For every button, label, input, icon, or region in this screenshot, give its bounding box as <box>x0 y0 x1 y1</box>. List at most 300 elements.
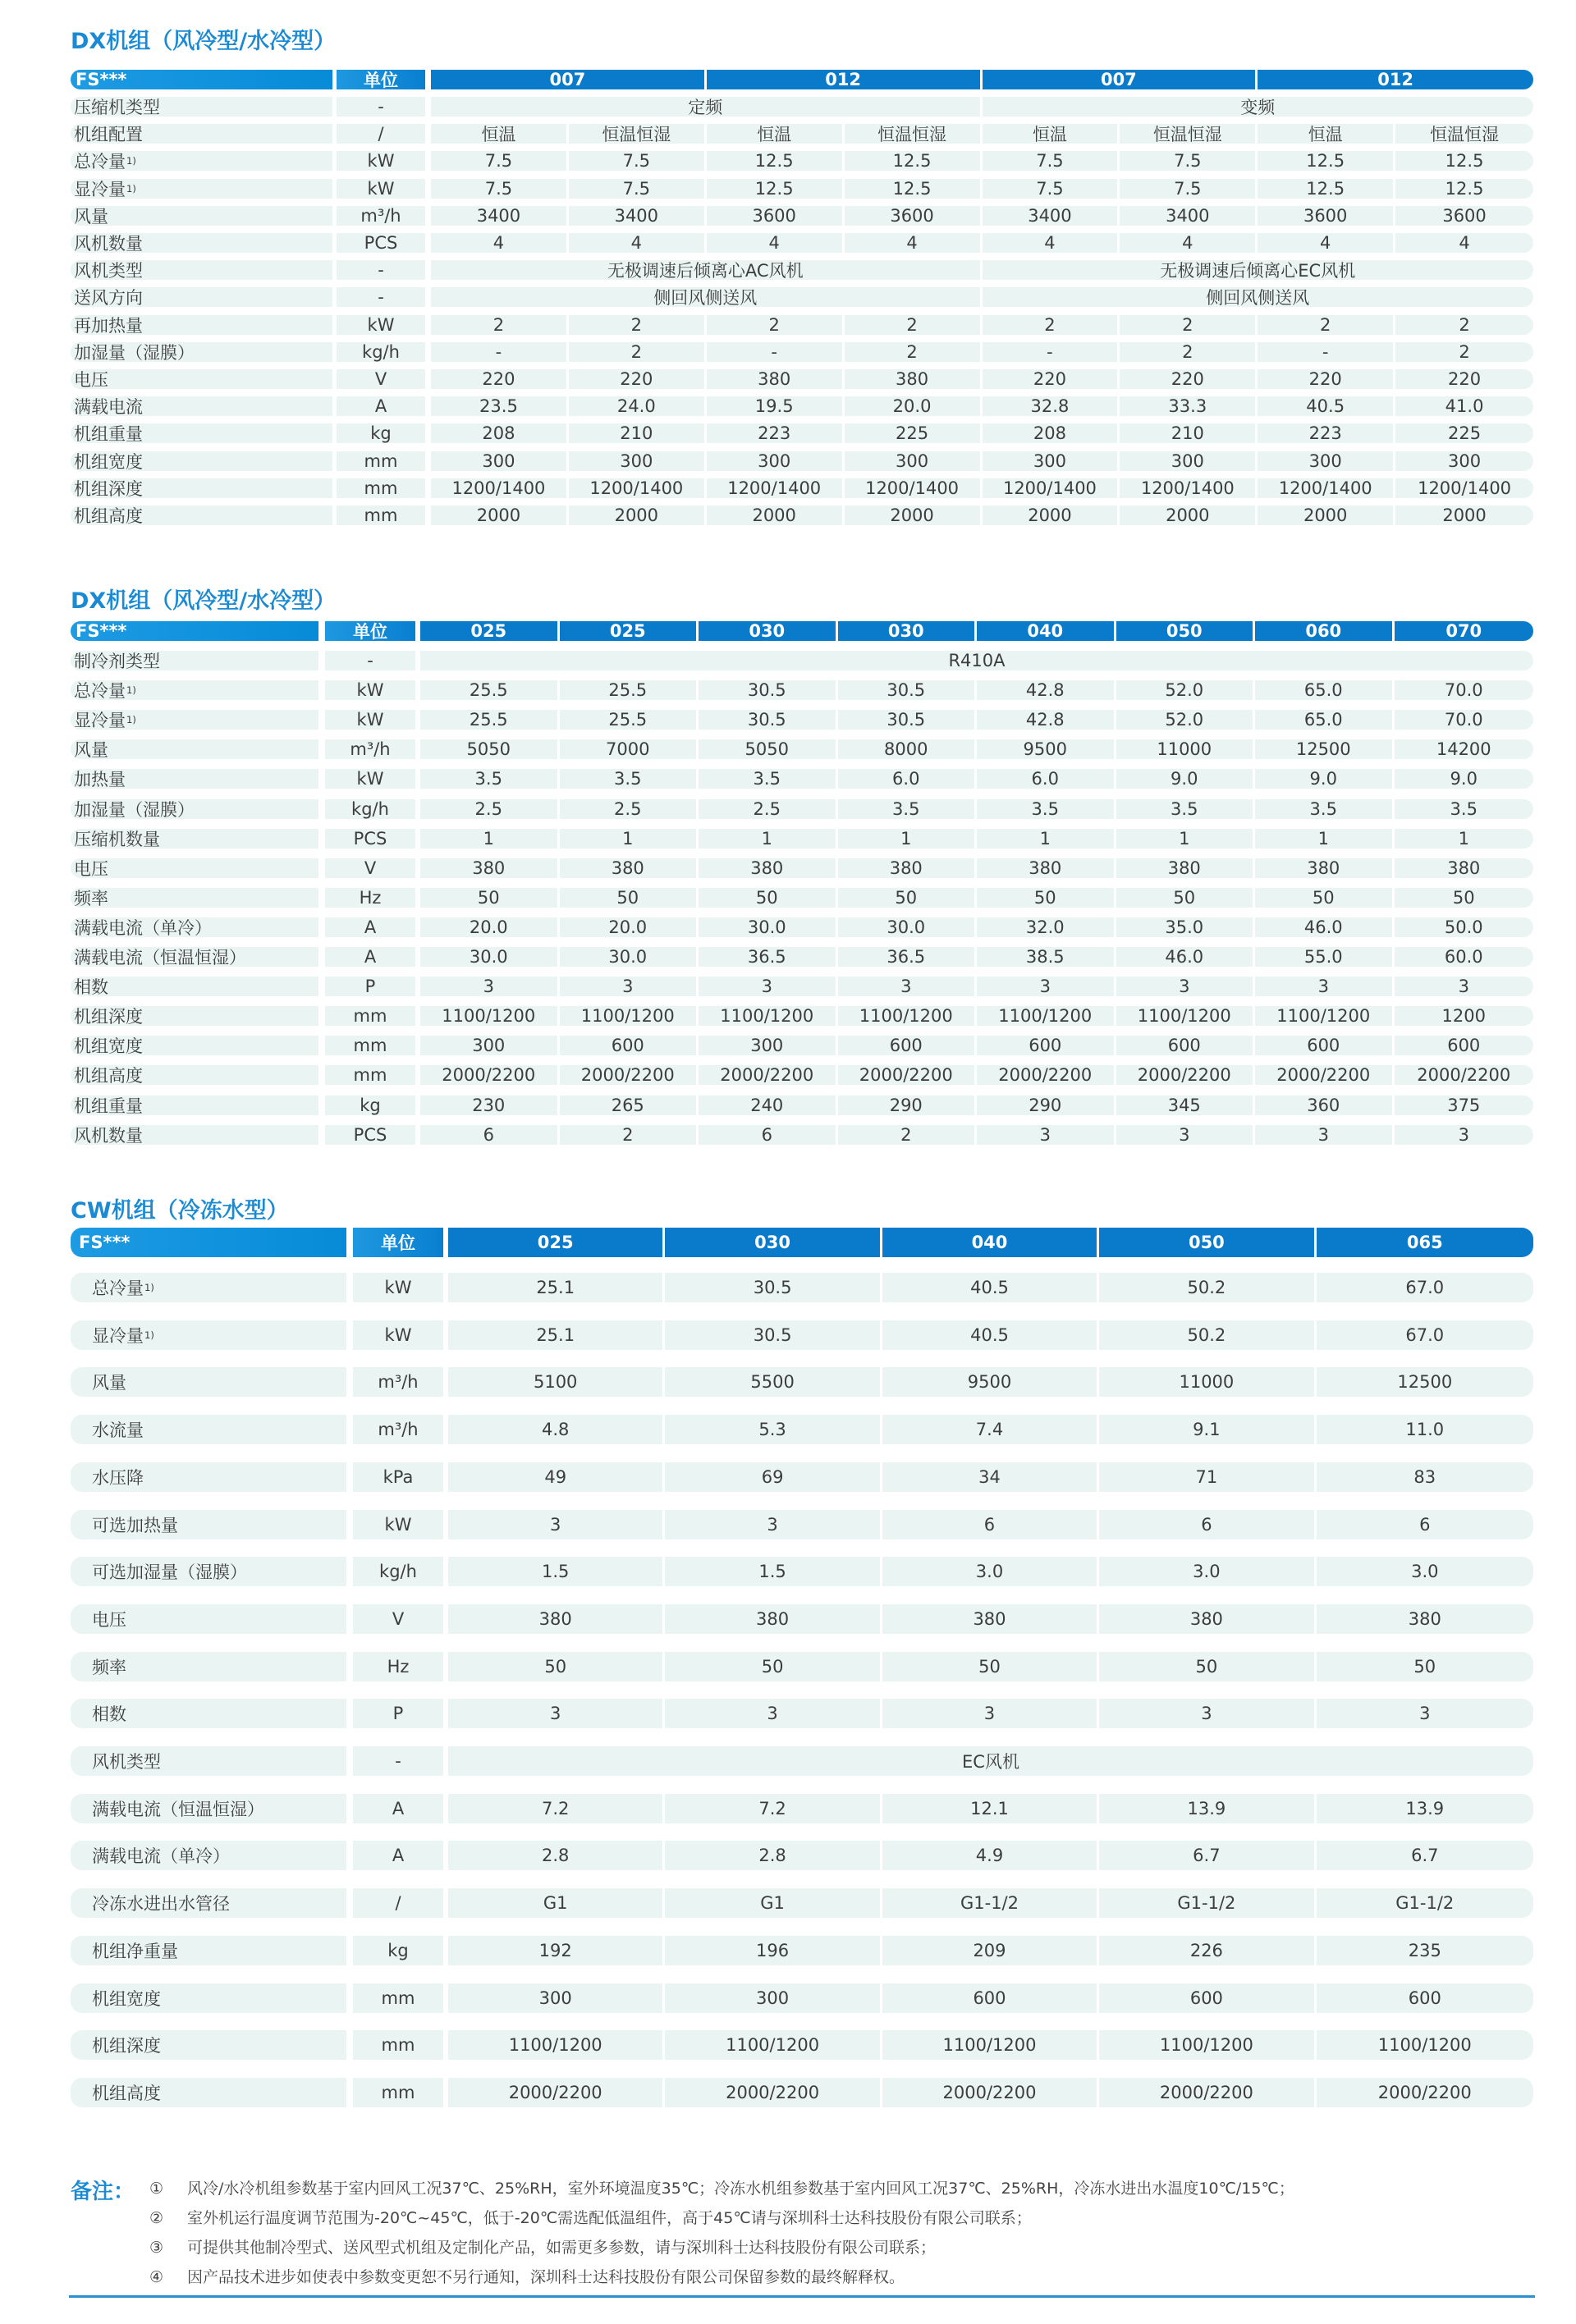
header-model-column: 025 <box>560 621 697 641</box>
row-value: 3 <box>448 1510 662 1539</box>
row-label-text: 可选加湿量（湿膜） <box>92 1562 247 1582</box>
row-value: 19.5 <box>707 396 842 416</box>
table-row <box>71 1983 1533 2013</box>
header-model-column: 030 <box>699 621 836 641</box>
row-value: 300 <box>420 1036 557 1055</box>
row-value: 恒温 <box>1258 124 1393 144</box>
row-label <box>71 342 332 362</box>
row-value: 300 <box>983 451 1118 471</box>
row-label-text: 机组宽度 <box>74 1036 143 1055</box>
row-unit: / <box>337 124 425 144</box>
table-row <box>71 423 1533 443</box>
row-value: 32.8 <box>983 396 1118 416</box>
row-value: 50 <box>882 1652 1097 1681</box>
table-row <box>71 1273 1533 1302</box>
table-row <box>71 1699 1533 1728</box>
row-value: 6 <box>420 1125 557 1145</box>
row-value: 2000 <box>1258 506 1393 525</box>
row-label <box>71 1006 318 1026</box>
header-model-column: 030 <box>665 1228 879 1257</box>
header-unit-cell: 单位 <box>325 621 415 641</box>
row-value: 83 <box>1317 1462 1533 1492</box>
row-label-text: 总冷量 <box>74 152 126 171</box>
row-value: 40.5 <box>1258 396 1393 416</box>
row-label-text: 机组高度 <box>74 1066 143 1085</box>
row-value: 2.8 <box>665 1841 879 1870</box>
row-value: 1100/1200 <box>560 1006 697 1026</box>
row-unit: Hz <box>353 1652 443 1681</box>
row-value: 600 <box>1099 1983 1313 2013</box>
row-value: 23.5 <box>431 396 566 416</box>
row-label <box>71 396 332 416</box>
row-label <box>71 1320 346 1350</box>
table-row <box>71 233 1533 253</box>
row-unit: PCS <box>325 1125 415 1145</box>
row-value: 3400 <box>1120 206 1255 226</box>
footnote-marker: 1) <box>126 684 136 696</box>
row-unit: mm <box>325 1006 415 1026</box>
row-value: 50.2 <box>1099 1273 1313 1302</box>
row-label-text: 满载电流 <box>74 397 143 416</box>
row-label <box>71 506 332 525</box>
row-value: 2 <box>1120 315 1255 335</box>
row-value: 2 <box>838 1125 975 1145</box>
row-value: 3 <box>1116 1125 1253 1145</box>
row-label <box>71 1794 346 1823</box>
row-label <box>71 423 332 443</box>
row-label <box>71 1888 346 1918</box>
row-unit: A <box>325 947 415 967</box>
row-value: 5500 <box>665 1367 879 1397</box>
row-label-text: 再加热量 <box>74 316 143 335</box>
row-value: 600 <box>1395 1036 1534 1055</box>
table-row <box>71 97 1533 117</box>
row-value: 2.5 <box>699 799 836 819</box>
table-row <box>71 858 1533 878</box>
row-value: 7.4 <box>882 1415 1097 1444</box>
row-value: 4 <box>431 233 566 253</box>
row-value: 3 <box>1255 977 1392 996</box>
row-value: 67.0 <box>1317 1273 1533 1302</box>
table-row <box>71 1320 1533 1350</box>
row-value: 2000 <box>707 506 842 525</box>
row-value: 20.0 <box>845 396 980 416</box>
row-label <box>71 369 332 389</box>
row-label-text: 电压 <box>92 1610 126 1630</box>
row-value: 1100/1200 <box>420 1006 557 1026</box>
row-label <box>71 1510 346 1539</box>
row-unit: kW <box>337 151 425 171</box>
row-label <box>71 917 318 937</box>
row-unit: PCS <box>337 233 425 253</box>
row-merged-value: 侧回风侧送风 <box>983 287 1534 307</box>
row-value: G1 <box>665 1888 879 1918</box>
row-label <box>71 124 332 144</box>
row-unit: - <box>353 1746 443 1776</box>
row-value: 3 <box>977 1125 1114 1145</box>
header-model-group: 007 <box>431 70 704 89</box>
row-value: 600 <box>977 1036 1114 1055</box>
row-value: 50 <box>560 888 697 908</box>
row-unit: mm <box>353 2030 443 2060</box>
table-row <box>71 710 1533 730</box>
footnote-marker: 1) <box>144 1282 154 1293</box>
header-model-cell: FS*** <box>71 621 318 641</box>
row-value: 3400 <box>431 206 566 226</box>
row-value: 4 <box>983 233 1118 253</box>
row-label-text: 加湿量（湿膜） <box>74 800 195 819</box>
row-value: 1100/1200 <box>1099 2030 1313 2060</box>
row-value: 1 <box>1395 829 1534 849</box>
row-value: 11.0 <box>1317 1415 1533 1444</box>
row-value: 65.0 <box>1255 710 1392 730</box>
row-unit: kW <box>353 1510 443 1539</box>
footnote-marker: 1) <box>126 714 136 725</box>
row-value: 3 <box>448 1699 662 1728</box>
row-value: 1200/1400 <box>431 478 566 498</box>
row-value: 300 <box>1395 451 1533 471</box>
row-value: 290 <box>977 1096 1114 1115</box>
row-unit: A <box>325 917 415 937</box>
row-value: - <box>431 342 566 362</box>
row-value: 50 <box>1317 1652 1533 1681</box>
row-value: 50 <box>1099 1652 1313 1681</box>
table-row <box>71 1652 1533 1681</box>
row-value: 380 <box>1317 1604 1533 1634</box>
row-label-text: 频率 <box>74 889 108 908</box>
row-unit: - <box>337 287 425 307</box>
row-value: 4.9 <box>882 1841 1097 1870</box>
note-item-1 <box>149 2176 1294 2198</box>
row-unit: / <box>353 1888 443 1918</box>
row-value: 50 <box>1116 888 1253 908</box>
row-value: 3 <box>699 977 836 996</box>
row-value: 600 <box>560 1036 697 1055</box>
row-value: 42.8 <box>977 710 1114 730</box>
row-value: 3600 <box>707 206 842 226</box>
header-model-group: 007 <box>983 70 1256 89</box>
row-value: 32.0 <box>977 917 1114 937</box>
row-value: 30.5 <box>699 710 836 730</box>
row-value: 25.5 <box>420 710 557 730</box>
row-label <box>71 1273 346 1302</box>
row-value: 2 <box>431 315 566 335</box>
row-value: 3.5 <box>1255 799 1392 819</box>
footnote-marker: 1) <box>144 1329 154 1341</box>
row-label <box>71 829 318 849</box>
row-label-text: 机组深度 <box>74 479 143 498</box>
table-row <box>71 977 1533 996</box>
row-value: 7.5 <box>431 179 566 199</box>
row-value: 12.5 <box>845 151 980 171</box>
row-value: 恒温 <box>983 124 1118 144</box>
row-value: 25.1 <box>448 1320 662 1350</box>
row-value: 2.5 <box>420 799 557 819</box>
table-row <box>71 769 1533 789</box>
footnote-marker: 1) <box>126 155 136 167</box>
note-text: 可提供其他制冷型式、送风型式机组及定制化产品，如需更多参数，请与深圳科士达科技股份有限公司联系； <box>187 2239 937 2257</box>
row-label-text: 风量 <box>74 207 108 226</box>
row-value: 9.0 <box>1116 769 1253 789</box>
header-unit-cell: 单位 <box>353 1228 443 1257</box>
row-label-text: 满载电流（恒温恒湿） <box>92 1800 264 1819</box>
row-value: 380 <box>699 858 836 878</box>
row-label-text: 机组深度 <box>74 1007 143 1026</box>
row-value: 600 <box>1317 1983 1533 2013</box>
table-row <box>71 1936 1533 1965</box>
row-value: 1100/1200 <box>665 2030 879 2060</box>
row-label-text: 电压 <box>74 370 108 389</box>
row-value: 24.0 <box>569 396 704 416</box>
table-row <box>71 260 1533 280</box>
row-value: 34 <box>882 1462 1097 1492</box>
table-row <box>71 179 1533 199</box>
row-value: 300 <box>1258 451 1393 471</box>
row-value: 12500 <box>1317 1367 1533 1397</box>
table-row <box>71 315 1533 335</box>
row-value: 1200/1400 <box>1395 478 1533 498</box>
row-unit: kW <box>337 179 425 199</box>
table-row <box>71 917 1533 937</box>
row-label-text: 机组高度 <box>74 506 143 525</box>
row-value: 290 <box>838 1096 975 1115</box>
row-unit: V <box>353 1604 443 1634</box>
table-row <box>71 739 1533 759</box>
row-value: 300 <box>569 451 704 471</box>
row-value: 70.0 <box>1395 680 1534 700</box>
row-value: 380 <box>665 1604 879 1634</box>
table-row <box>71 287 1533 307</box>
row-value: G1-1/2 <box>1317 1888 1533 1918</box>
row-label <box>71 888 318 908</box>
row-value: 2000/2200 <box>977 1065 1114 1085</box>
table-row <box>71 1006 1533 1026</box>
row-value: 225 <box>845 423 980 443</box>
row-value: 3.5 <box>1116 799 1253 819</box>
row-value: 50 <box>1395 888 1534 908</box>
row-value: 3 <box>560 977 697 996</box>
row-value: 380 <box>420 858 557 878</box>
row-value: 20.0 <box>560 917 697 937</box>
row-value: 7.5 <box>431 151 566 171</box>
row-value: 5.3 <box>665 1415 879 1444</box>
row-value: 1100/1200 <box>977 1006 1114 1026</box>
row-value: 69 <box>665 1462 879 1492</box>
row-value: 220 <box>983 369 1118 389</box>
row-value: 1100/1200 <box>1116 1006 1253 1026</box>
row-value: 9500 <box>882 1367 1097 1397</box>
row-unit: - <box>325 651 415 670</box>
row-value: 12500 <box>1255 739 1392 759</box>
row-value: 7.5 <box>569 179 704 199</box>
row-value: 11000 <box>1116 739 1253 759</box>
row-value: 3 <box>1395 1125 1534 1145</box>
row-value: 380 <box>977 858 1114 878</box>
row-value: 3.5 <box>977 799 1114 819</box>
row-label <box>71 1036 318 1055</box>
table-row <box>71 451 1533 471</box>
note-text: 风冷/水冷机组参数基于室内回风工况37℃、25%RH，室外环境温度35℃；冷冻水机组参数基于室内回风工况37℃、25%RH，冷冻水进出水温度10℃/15℃； <box>187 2180 1294 2198</box>
row-value: 12.5 <box>707 151 842 171</box>
row-unit: kg <box>353 1936 443 1965</box>
row-value: 恒温恒湿 <box>845 124 980 144</box>
row-value: 12.1 <box>882 1794 1097 1823</box>
row-value: 65.0 <box>1255 680 1392 700</box>
row-value: 恒温 <box>431 124 566 144</box>
header-model-cell: FS*** <box>71 1228 346 1257</box>
row-value: 30.0 <box>420 947 557 967</box>
row-merged-value: 无极调速后倾离心EC风机 <box>983 260 1534 280</box>
row-value: 380 <box>838 858 975 878</box>
row-value: 9.1 <box>1099 1415 1313 1444</box>
row-value: 3.0 <box>882 1557 1097 1586</box>
row-unit: Hz <box>325 888 415 908</box>
row-value: 3.0 <box>1317 1557 1533 1586</box>
row-value: 2 <box>1395 315 1533 335</box>
row-label <box>71 287 332 307</box>
row-value: 36.5 <box>838 947 975 967</box>
footnote-marker: 1) <box>126 183 136 194</box>
row-unit: kW <box>325 769 415 789</box>
row-label-text: 电压 <box>74 859 108 878</box>
row-value: 12.5 <box>707 179 842 199</box>
row-value: 1100/1200 <box>838 1006 975 1026</box>
row-value: 2 <box>569 315 704 335</box>
table-row <box>71 799 1533 819</box>
table-row <box>71 1125 1533 1145</box>
row-value: 4 <box>707 233 842 253</box>
row-value: 9500 <box>977 739 1114 759</box>
row-merged-value: EC风机 <box>448 1746 1533 1776</box>
row-unit: m³/h <box>353 1367 443 1397</box>
row-value: 1 <box>560 829 697 849</box>
row-unit: kW <box>353 1273 443 1302</box>
row-value: 7000 <box>560 739 697 759</box>
row-value: 50 <box>448 1652 662 1681</box>
table-row <box>71 1557 1533 1586</box>
row-value: 600 <box>1116 1036 1253 1055</box>
row-value: 2000 <box>1395 506 1533 525</box>
row-value: 2000/2200 <box>448 2078 662 2107</box>
row-value: 2000 <box>569 506 704 525</box>
table-row <box>71 1367 1533 1397</box>
row-value: 375 <box>1395 1096 1534 1115</box>
row-value: 25.5 <box>560 710 697 730</box>
row-label-text: 满载电流（单冷） <box>74 918 212 937</box>
row-value: 12.5 <box>845 179 980 199</box>
row-value: 1200/1400 <box>569 478 704 498</box>
row-unit: m³/h <box>337 206 425 226</box>
row-value: 265 <box>560 1096 697 1115</box>
row-value: 345 <box>1116 1096 1253 1115</box>
row-label-text: 压缩机类型 <box>74 98 160 117</box>
row-value: 4.8 <box>448 1415 662 1444</box>
row-unit: mm <box>337 451 425 471</box>
header-model-cell: FS*** <box>71 70 332 89</box>
row-value: 3600 <box>845 206 980 226</box>
row-value: 50.2 <box>1099 1320 1313 1350</box>
row-value: 50 <box>977 888 1114 908</box>
row-label-text: 总冷量 <box>92 1279 144 1298</box>
row-value: 12.5 <box>1395 179 1533 199</box>
row-value: 50 <box>665 1652 879 1681</box>
row-label-text: 相数 <box>92 1704 126 1724</box>
row-unit: P <box>353 1699 443 1728</box>
row-label-text: 风机类型 <box>92 1752 161 1772</box>
table-row <box>71 1746 1533 1776</box>
row-value: 300 <box>707 451 842 471</box>
note-number: ③ <box>149 2239 164 2257</box>
row-value: 恒温恒湿 <box>1120 124 1255 144</box>
row-value: 25.1 <box>448 1273 662 1302</box>
row-label-text: 压缩机数量 <box>74 830 160 849</box>
header-model-column: 025 <box>420 621 557 641</box>
row-value: 30.0 <box>560 947 697 967</box>
row-value: 3400 <box>983 206 1118 226</box>
row-value: 196 <box>665 1936 879 1965</box>
table-row <box>71 947 1533 967</box>
row-value: 1 <box>699 829 836 849</box>
row-value: G1-1/2 <box>882 1888 1097 1918</box>
table-header-row <box>71 1228 1533 1257</box>
row-label-text: 总冷量 <box>74 681 126 700</box>
row-value: 210 <box>569 423 704 443</box>
row-label <box>71 977 318 996</box>
row-unit: mm <box>353 1983 443 2013</box>
row-unit: kW <box>353 1320 443 1350</box>
row-value: 3.5 <box>838 799 975 819</box>
row-value: 14200 <box>1395 739 1534 759</box>
row-value: 220 <box>569 369 704 389</box>
row-value: 2000/2200 <box>1317 2078 1533 2107</box>
row-value: 30.5 <box>665 1320 879 1350</box>
row-label-text: 机组重量 <box>74 1096 143 1115</box>
row-value: 12.5 <box>1395 151 1533 171</box>
row-value: 192 <box>448 1936 662 1965</box>
note-text: 因产品技术进步如使表中参数变更恕不另行通知，深圳科士达科技股份有限公司保留参数的最终解释权。 <box>187 2268 905 2286</box>
row-value: 1100/1200 <box>1317 2030 1533 2060</box>
row-label-text: 制冷剂类型 <box>74 652 160 670</box>
row-value: 50 <box>699 888 836 908</box>
row-label <box>71 1096 318 1115</box>
row-value: 3 <box>665 1699 879 1728</box>
row-value: 2000/2200 <box>1116 1065 1253 1085</box>
row-value: 30.5 <box>838 710 975 730</box>
row-value: 30.0 <box>699 917 836 937</box>
row-label-text: 显冷量 <box>74 711 126 730</box>
row-label-text: 冷冻水进出水管径 <box>92 1894 230 1914</box>
row-value: 3.5 <box>1395 799 1534 819</box>
row-value: 2 <box>845 315 980 335</box>
header-model-column: 050 <box>1099 1228 1313 1257</box>
row-value: 6 <box>1099 1510 1313 1539</box>
row-label <box>71 1125 318 1145</box>
header-unit-cell: 单位 <box>337 70 425 89</box>
row-merged-value: 侧回风侧送风 <box>431 287 980 307</box>
row-value: 600 <box>1255 1036 1392 1055</box>
row-value: 6.0 <box>977 769 1114 789</box>
row-unit: - <box>337 97 425 117</box>
row-value: 380 <box>1395 858 1534 878</box>
row-label-text: 机组高度 <box>92 2084 161 2103</box>
row-value: 46.0 <box>1255 917 1392 937</box>
row-value: 6 <box>699 1125 836 1145</box>
table-row <box>71 1096 1533 1115</box>
row-label <box>71 1746 346 1776</box>
row-value: 3 <box>977 977 1114 996</box>
row-label-text: 显冷量 <box>92 1326 144 1346</box>
row-value: 7.2 <box>448 1794 662 1823</box>
